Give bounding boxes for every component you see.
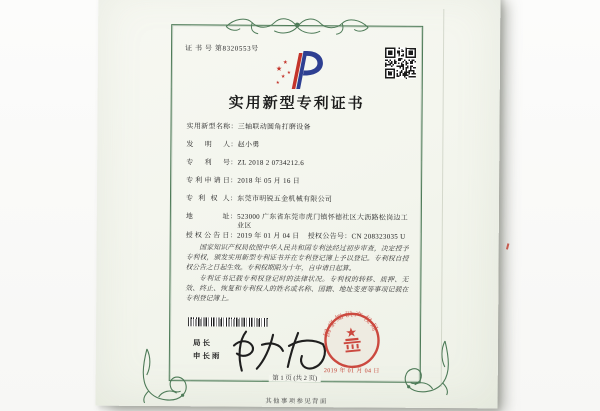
field-row-patentee xyxy=(186,194,413,205)
field-row-patent-number xyxy=(186,158,413,169)
field-label: 专利申请日 xyxy=(186,176,231,185)
field-row-address xyxy=(186,212,413,232)
grant-publication-number xyxy=(308,232,406,242)
field-value: 三轴联动圆角打磨设备 xyxy=(237,122,311,132)
footer-note: 其他事项参见背面 xyxy=(265,397,328,406)
certificate-fields xyxy=(186,122,414,251)
seal-date-stamp: 2019 年 01 月 04 日 xyxy=(323,368,380,375)
field-value: 赵小勇 xyxy=(237,140,260,149)
field-colon: ： xyxy=(229,212,238,221)
field-row-grant xyxy=(186,231,413,242)
bottom-right-flourish xyxy=(400,339,455,397)
svg-text:★: ★ xyxy=(275,79,280,85)
field-colon: ： xyxy=(229,231,238,240)
field-value: 2018 年 05 月 16 日 xyxy=(237,176,301,186)
cnipa-patent-logo-icon xyxy=(275,47,325,91)
page-number: 第 1 页 (共 2 页) xyxy=(170,372,420,383)
field-label: 授权公告号 xyxy=(307,232,345,241)
legal-paragraph-2: 专利证书记载专利权登记时的法律状况。专利权的转移、质押、无效、终止、恢复和专利权人的姓名或名称、国籍、地址变更等事项记载在专利登记簿上。 xyxy=(185,274,409,303)
cnipa-round-seal-icon xyxy=(319,308,385,374)
decorative-frame xyxy=(169,24,423,383)
field-colon: ： xyxy=(230,122,238,131)
field-label: 发明人 xyxy=(186,140,231,149)
field-value: ZL 2018 2 0734212.6 xyxy=(237,158,305,168)
field-colon: ： xyxy=(344,232,352,241)
field-value: 东莞市明锐五金机械有限公司 xyxy=(237,194,333,204)
director-block xyxy=(193,336,222,362)
certificate-number-value: 第8320553号 xyxy=(214,44,259,53)
legal-paragraph-1: 国家知识产权局依照中华人民共和国专利法经过初步审查，决定授予专利权，颁发实用新型专利证书并在专利登记簿上予以登记。专利权自授权公告之日起生效。专利权期限为十年，自申请日起算。 xyxy=(185,244,409,273)
top-scroll-ornament xyxy=(222,12,372,39)
director-name: 申长雨 xyxy=(192,351,222,361)
qr-code xyxy=(385,47,416,80)
field-row-invention-name xyxy=(186,122,413,133)
field-row-inventor xyxy=(186,140,413,151)
grant-date-value: 2019 年 01 月 04 日 xyxy=(237,231,300,241)
certificate-number-label: 证 书 号 xyxy=(185,44,213,53)
field-row-filing-date xyxy=(186,176,413,187)
svg-text:★: ★ xyxy=(275,64,283,73)
field-label: 专利号 xyxy=(186,158,231,167)
field-colon: ： xyxy=(230,176,238,185)
svg-text:★: ★ xyxy=(280,74,286,80)
field-colon: ： xyxy=(230,158,238,167)
field-label: 实用新型名称 xyxy=(186,122,231,131)
legal-text xyxy=(185,243,408,306)
svg-text:★: ★ xyxy=(282,59,288,66)
field-colon: ： xyxy=(230,140,238,149)
field-colon: ： xyxy=(229,194,238,203)
director-title: 局长 xyxy=(192,338,213,348)
svg-text:★: ★ xyxy=(286,69,291,75)
field-label: 地址 xyxy=(185,212,230,221)
seal-arc-text: 国家知识产权局 xyxy=(321,309,381,338)
field-label: 授权公告日 xyxy=(185,231,230,240)
certificate-title: 实用新型专利证书 xyxy=(228,95,365,113)
grant-no-value: CN 208323035 U xyxy=(351,232,406,241)
certificate-number xyxy=(185,43,259,54)
certificate-paper xyxy=(96,0,501,408)
field-value: 523000 广东省东莞市虎门镇怀德社区大沥路松岗边工业区 xyxy=(237,212,409,230)
field-label: 专利权人 xyxy=(185,194,231,203)
stray-red-mark xyxy=(506,243,509,249)
